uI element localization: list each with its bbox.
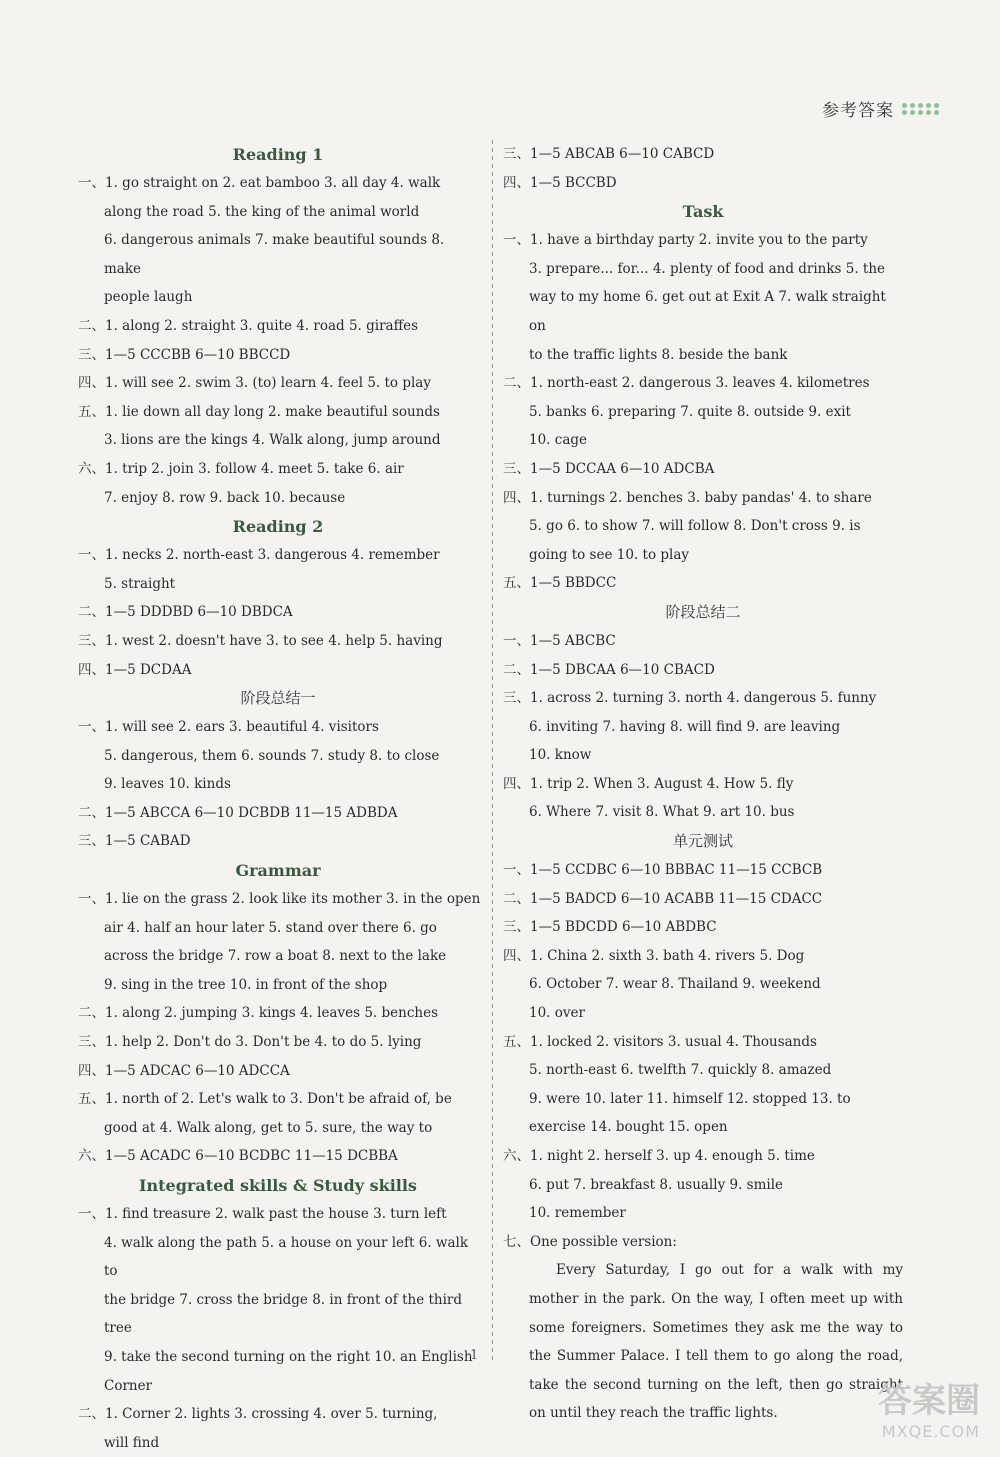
answer-line: 6. October 7. wear 8. Thailand 9. weekend [529,976,821,993]
column-divider [492,140,493,1360]
section-title: Grammar [235,861,321,881]
answer-line: 四、1. China 2. sixth 3. bath 4. rivers 5. Dog [503,947,805,964]
answer-line: 一、1. necks 2. north-east 3. dangerous 4. remember [78,547,440,564]
answer-line: 10. remember [529,1205,626,1222]
page-header [822,96,940,121]
answer-line: 二、1. north-east 2. dangerous 3. leaves 4. kilometres [503,375,870,392]
answer-line: 6. inviting 7. having 8. will find 9. are leaving [529,718,841,735]
answer-line: 3. lions are the kings 4. Walk along, jump around [104,432,441,449]
answer-line: air 4. half an hour later 5. stand over there 6. go [104,919,437,936]
answer-line: 5. dangerous, them 6. sounds 7. study 8. to close [104,747,440,764]
answer-line: 二、1—5 DDDBD 6—10 DBDCA [78,604,293,621]
answer-line: 五、1. north of 2. Let's walk to 3. Don't be afraid of, be [78,1091,452,1108]
answer-line: along the road 5. the king of the animal world [104,203,420,220]
answer-line: 6. Where 7. visit 8. What 9. art 10. bus [529,804,795,821]
answer-line: good at 4. Walk along, get to 5. sure, the way to [104,1119,433,1136]
answer-line: 二、1. along 2. jumping 3. kings 4. leaves 5. benches [78,1005,438,1022]
watermark-big: 答案圈 [878,1381,980,1421]
answer-line: Corner [104,1377,153,1394]
section-title: 阶段总结二 [665,602,741,621]
answer-line: the bridge 7. cross the bridge 8. in front of the third tree [104,1291,463,1337]
answer-line: 3. prepare... for... 4. plenty of food and drinks 5. the [529,260,886,277]
answer-line: 四、1—5 ADCAC 6—10 ADCCA [78,1062,290,1079]
answer-line: 三、1. help 2. Don't do 3. Don't be 4. to do 5. lying [78,1034,422,1051]
answer-line: 6. put 7. breakfast 8. usually 9. smile [529,1176,784,1193]
answer-line: 10. cage [529,432,588,449]
answer-line: 六、1. trip 2. join 3. follow 4. meet 5. take 6. air [78,460,404,477]
answer-line: 三、1—5 BDCDD 6—10 ABDBC [503,919,717,936]
section-title: Task [682,202,724,222]
answer-line: 9. were 10. later 11. himself 12. stopped 13. to [529,1090,851,1107]
left-column [78,140,481,1457]
answer-line: 一、1. will see 2. ears 3. beautiful 4. visitors [78,719,379,736]
answer-line: 二、1—5 DBCAA 6—10 CBACD [503,661,715,678]
answer-line: 5. go 6. to show 7. will follow 8. Don't cross 9. is [529,518,861,535]
header-title: 参考答案 [822,101,894,121]
watermark-small: MXQE.COM [881,1422,980,1441]
answer-line: 6. dangerous animals 7. make beautiful sounds 8. make [104,232,445,277]
answer-line: 三、1—5 DCCAA 6—10 ADCBA [503,460,715,477]
answer-line: 9. sing in the tree 10. in front of the shop [104,976,388,993]
answer-line: 7. enjoy 8. row 9. back 10. because [104,489,346,506]
answer-line: 二、1—5 ABCCA 6—10 DCBDB 11—15 ADBDA [78,804,398,821]
section-title: 阶段总结一 [240,689,316,708]
answer-line: going to see 10. to play [529,546,689,563]
answer-line: 一、1—5 ABCBC [503,632,616,649]
answer-line: 三、1—5 CCCBB 6—10 BBCCD [78,346,291,363]
answer-line: 一、1. go straight on 2. eat bamboo 3. all day 4. walk [78,175,441,191]
answer-line: 10. over [529,1005,585,1022]
right-column [503,140,903,1428]
answer-line: 四、1. trip 2. When 3. August 4. How 5. fly [503,775,794,792]
answer-line: 二、1. Corner 2. lights 3. crossing 4. over 5. turning, [78,1406,438,1423]
section-title: 单元测试 [672,832,733,851]
answer-line: 二、1. along 2. straight 3. quite 4. road 5. giraffes [78,317,419,334]
answer-line: 5. banks 6. preparing 7. quite 8. outside 9. exit [529,403,851,420]
answer-line: 9. leaves 10. kinds [104,776,231,793]
section-title: Integrated skills & Study skills [139,1176,417,1195]
answer-line: 5. north-east 6. twelfth 7. quickly 8. amazed [529,1062,832,1079]
answer-line: 三、1—5 ABCAB 6—10 CABCD [503,146,715,162]
answer-line: 四、1. will see 2. swim 3. (to) learn 4. feel 5. to play [78,375,431,392]
answer-line: 三、1—5 CABAD [78,833,191,850]
answer-line: exercise 14. bought 15. open [529,1119,728,1136]
answer-line: 一、1—5 CCDBC 6—10 BBBAC 11—15 CCBCB [503,862,823,879]
answer-line: will find [104,1434,160,1451]
answer-line: 四、1—5 BCCBD [503,174,617,191]
answer-line: 9. take the second turning on the right 10. an English [104,1348,473,1365]
answer-line: 10. know [529,747,592,764]
composition-paragraph: Every Saturday, I go out for a walk with my mother in the park. On the way, I often meet up with some foreigners. Sometimes they ask me the way to the Summer Palace. I tell them to go along the road, take the second turning on the left, then go straight on until they reach the traffic lights. [529,1262,903,1422]
answer-line: 一、1. lie on the grass 2. look like its mother 3. in the open [78,891,481,908]
answer-line: 五、1—5 BBDCC [503,575,617,592]
answer-line: 三、1. across 2. turning 3. north 4. dangerous 5. funny [503,690,877,707]
section-title: Reading 1 [232,145,324,164]
answer-line: way to my home 6. get out at Exit A 7. walk straight on [529,289,886,334]
watermark-logo [820,1373,980,1443]
answer-line: 二、1—5 BADCD 6—10 ACABB 11—15 CDACC [503,890,823,907]
answer-line: 六、1. night 2. herself 3. up 4. enough 5. time [503,1148,815,1164]
answer-line: 4. walk along the path 5. a house on your left 6. walk to [104,1234,469,1280]
answer-line: 四、1—5 DCDAA [78,661,192,678]
answer-line: 六、1—5 ACADC 6—10 BCDBC 11—15 DCBBA [78,1148,398,1165]
answer-line: 四、1. turnings 2. benches 3. baby pandas' 4. to share [503,489,872,506]
answer-line: 五、1. lie down all day long 2. make beautiful sounds [78,403,440,420]
decorative-dots-icon [902,103,940,115]
answer-line: across the bridge 7. row a boat 8. next to the lake [104,948,447,965]
answer-line: 三、1. west 2. doesn't have 3. to see 4. help 5. having [78,632,443,649]
section-title: Reading 2 [232,517,324,537]
answer-line: 一、1. find treasure 2. walk past the house 3. turn left [78,1206,447,1222]
answer-line: 5. straight [104,575,176,592]
answer-line: 七、One possible version: [503,1233,677,1250]
answer-line: 一、1. have a birthday party 2. invite you to the party [503,232,868,249]
answer-line: to the traffic lights 8. beside the bank [529,346,788,363]
answer-line: people laugh [104,289,193,306]
page-number: 1 [470,1348,479,1363]
answer-line: 五、1. locked 2. visitors 3. usual 4. Thousands [503,1033,817,1050]
